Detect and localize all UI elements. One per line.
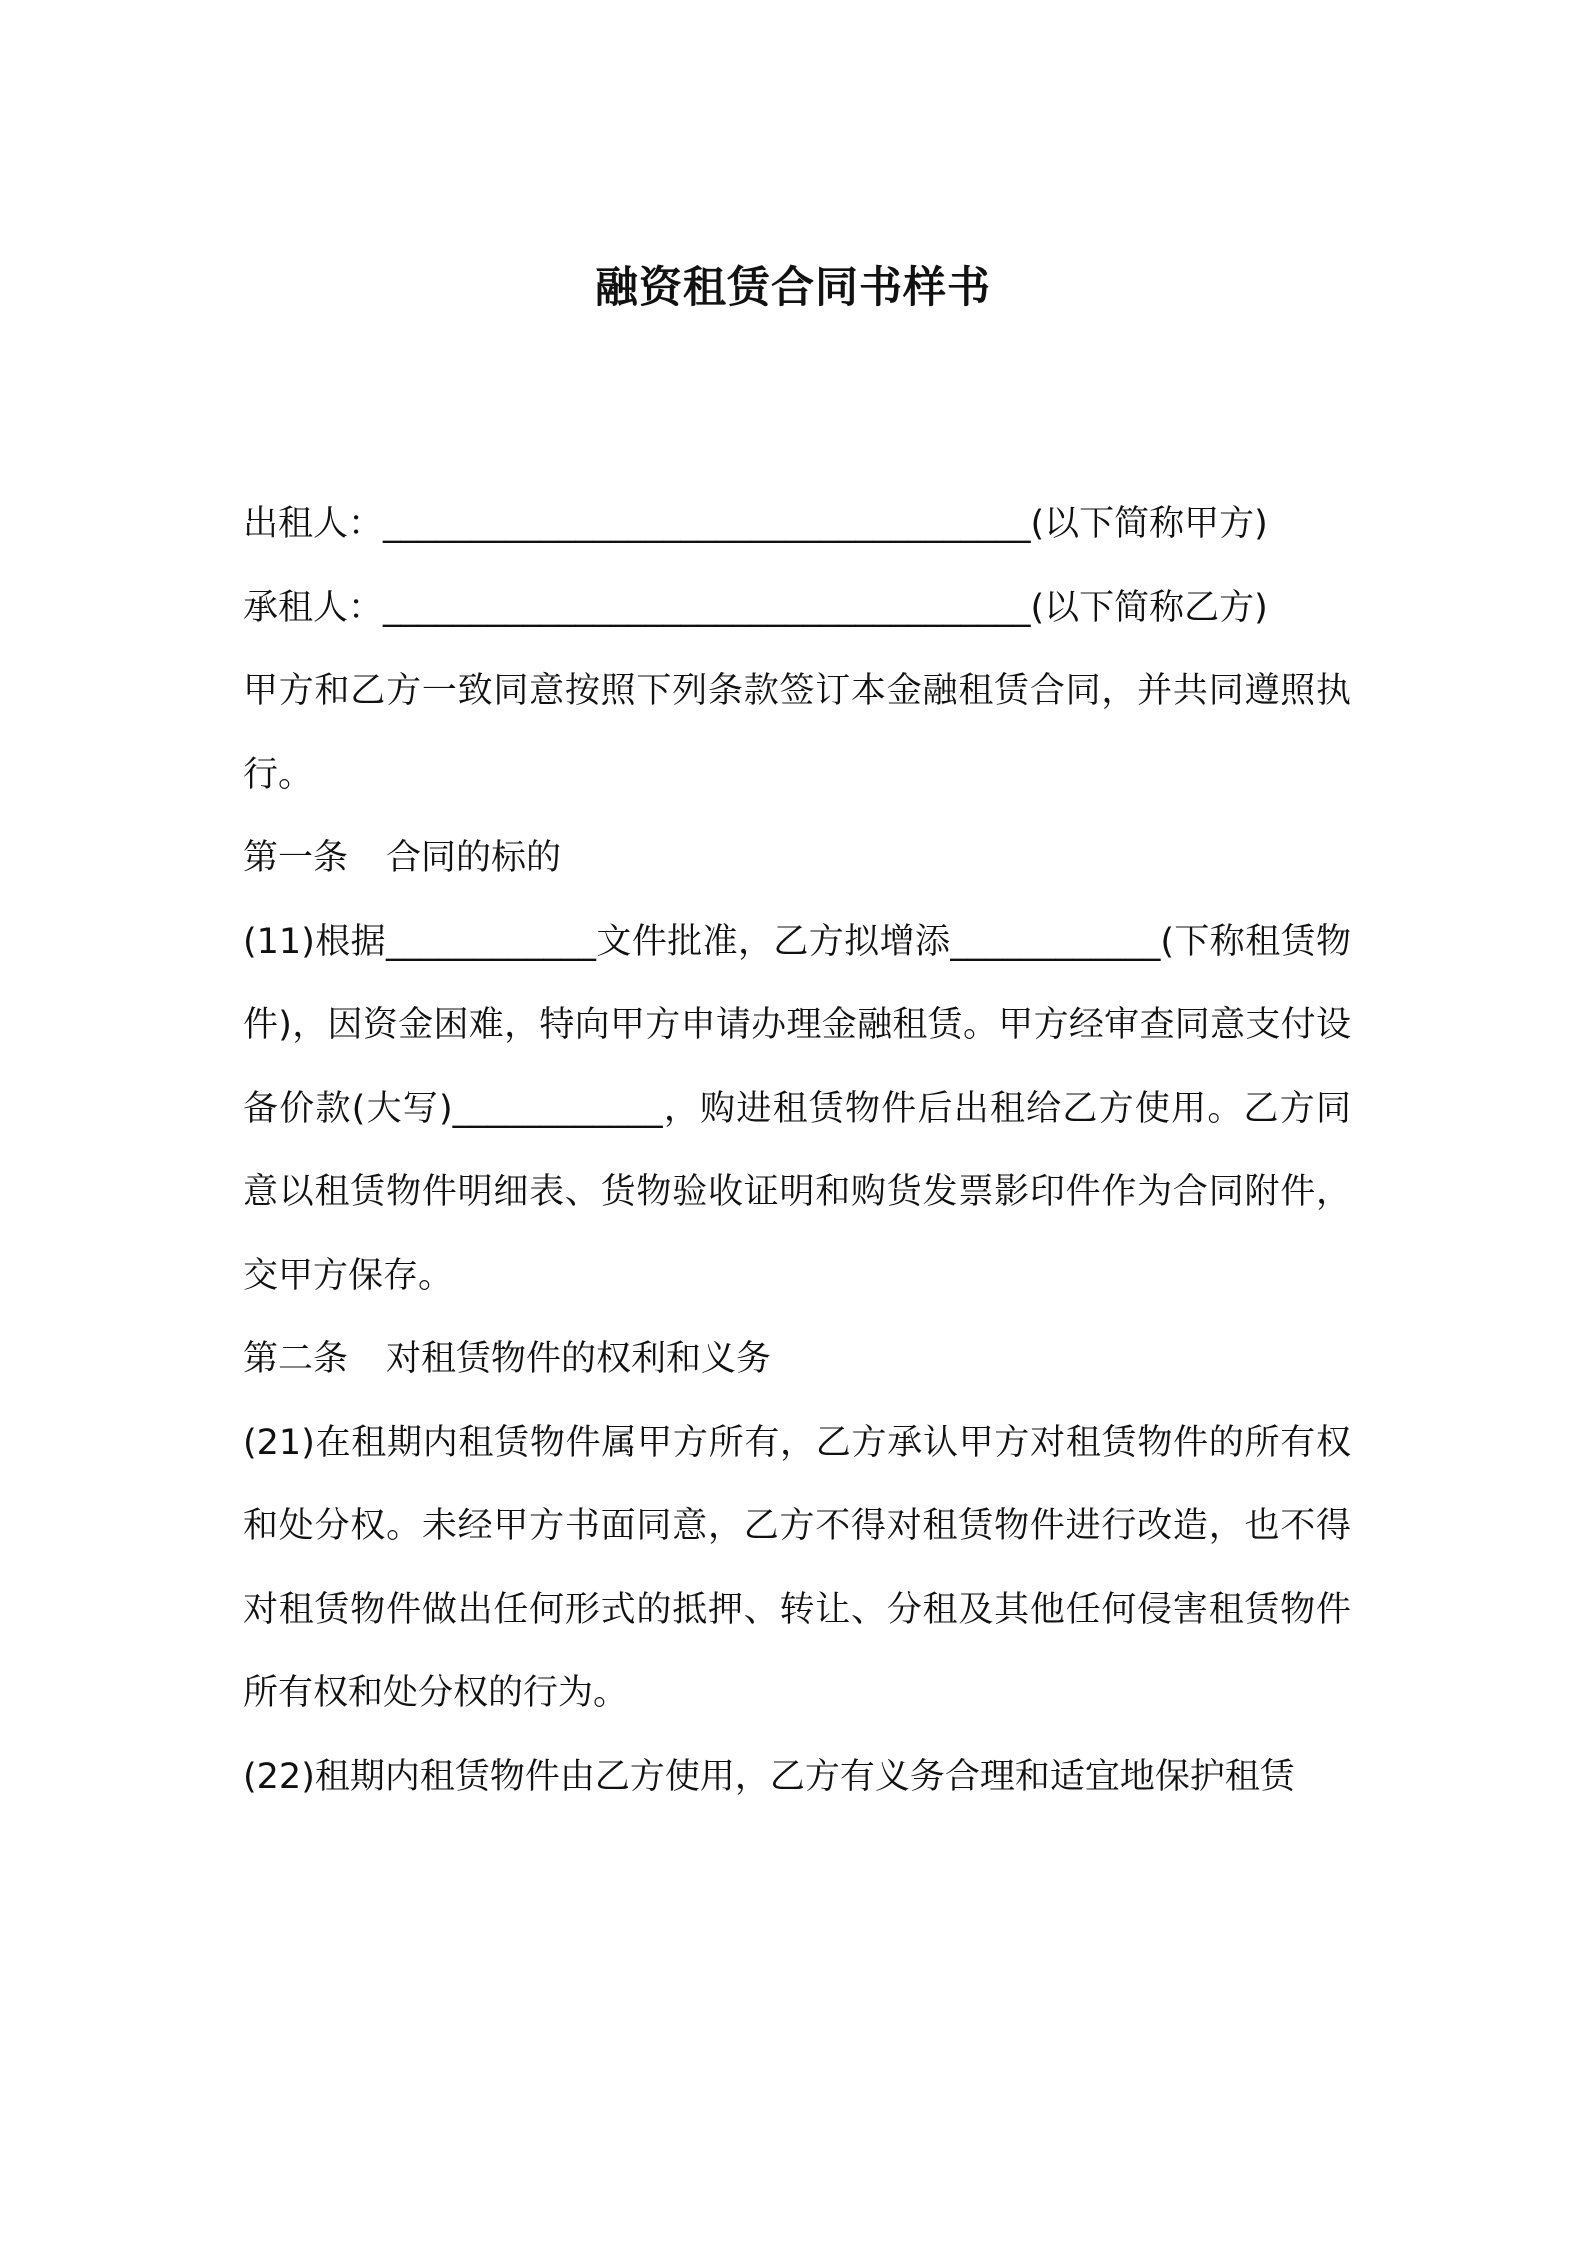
article-1-heading	[243, 817, 1351, 901]
lessor-line: 出租人：_____________________________________(以下简称甲方)	[243, 504, 1268, 544]
agreement-intro: 甲方和乙方一致同意按照下列条款签订本金融租赁合同，并共同遵照执行。	[243, 671, 1351, 795]
clause-22: (22)租期内租赁物件由乙方使用，乙方有义务合理和适宜地保护租赁	[243, 1756, 1295, 1797]
article-2-heading	[243, 1318, 1351, 1402]
contract-body	[243, 483, 1351, 1819]
article-2-number: 第二条	[243, 1339, 349, 1379]
lessee-line: 承租人：_____________________________________(以下简称乙方)	[243, 587, 1268, 628]
article-1-title: 合同的标的	[386, 838, 562, 878]
article-1-number: 第一条	[243, 838, 349, 878]
clause-11: (11)根据____________文件批准，乙方拟增添____________(下称租赁物件)，因资金困难，特向甲方申请办理金融租赁。甲方经审查同意支付设备价款(大写)____________，购进租赁物件后出租给乙方使用。乙方同意以租赁物件明细表、货物验收证明和购货发票影印件作为合同附件，交甲方保存。	[243, 921, 1351, 1296]
article-2-title: 对租赁物件的权利和义务	[386, 1339, 772, 1379]
clause-21: (21)在租期内租赁物件属甲方所有，乙方承认甲方对租赁物件的所有权和处分权。未经甲方书面同意，乙方不得对租赁物件进行改造，也不得对租赁物件做出任何形式的抵押、转让、分租及其他任何侵害租赁物件所有权和处分权的行为。	[243, 1422, 1351, 1713]
page-title: 融资租赁合同书样书	[595, 263, 991, 313]
